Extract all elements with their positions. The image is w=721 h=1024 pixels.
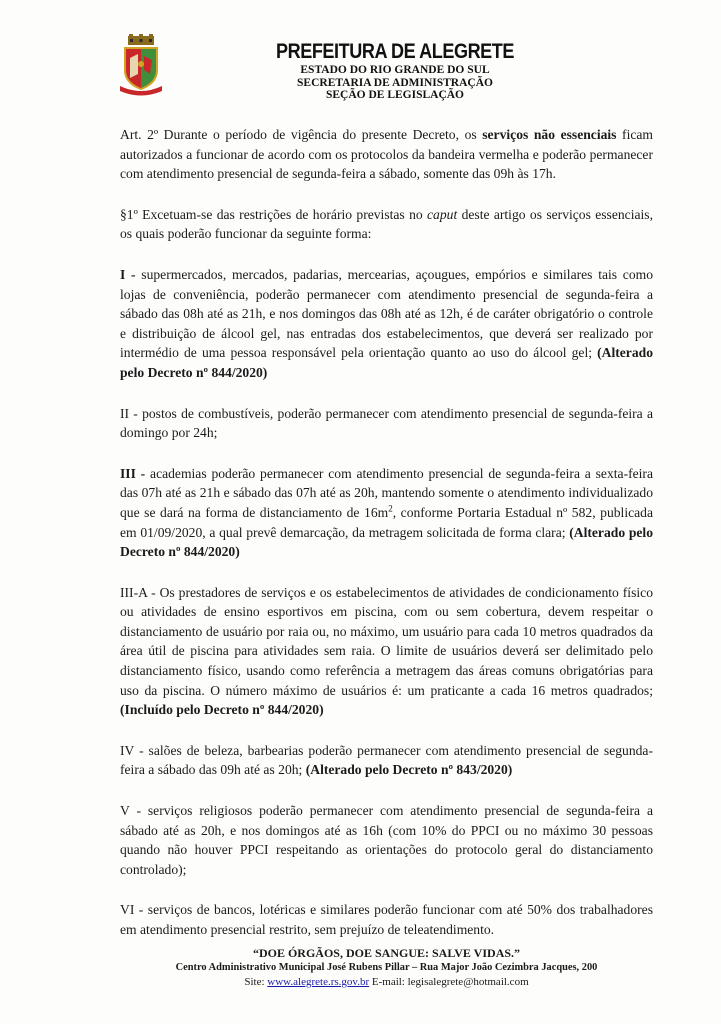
paragraph-text: academias poderão permanecer com atendimento presencial de segunda-feira a sexta-feira das 07h até as 21h e sábado das 07h até as 20h, mantendo somente o atendimento individualizado que se dará na forma de distanciamento de 16m xyxy=(120,465,653,520)
document-body xyxy=(120,125,653,961)
letterhead xyxy=(230,40,560,102)
footer xyxy=(120,946,653,989)
superscript: 2 xyxy=(388,503,393,514)
letterhead-title: PREFEITURA DE ALEGRETE xyxy=(275,40,515,63)
paragraph-text: , conforme Portaria Estadual nº 582, publicada em 01/09/2020, a qual prevê demarcação, da metragem solicitada de forma clara; xyxy=(120,504,653,540)
italic-term: caput xyxy=(427,206,458,222)
paragraph-text: IV - salões de beleza, barbearias poderão permanecer com atendimento presencial de segunda-feira a sábado das 09h até as 20h; xyxy=(120,742,653,778)
paragraph-item-v xyxy=(120,801,653,879)
footer-contact xyxy=(120,975,653,989)
paragraph-item-iii xyxy=(120,464,653,562)
amendment-note: (Alterado pelo Decreto nº 843/2020) xyxy=(305,762,513,778)
paragraph-text: ficam autorizados a funcionar de acordo com os protocolos da bandeira vermelha e poderão permanecer com atendimento presencial de segunda-feira a sábado, somente das 09h às 17h. xyxy=(120,127,654,182)
footer-address: Centro Administrativo Municipal José Rubens Pillar – Rua Major João Cezimbra Jacques, 200 xyxy=(175,962,598,973)
paragraph-item-vi xyxy=(120,900,653,939)
paragraph-text: Art. 2º Durante o período de vigência do presente Decreto, os xyxy=(120,127,483,142)
paragraph-art2 xyxy=(120,125,653,184)
municipal-crest-icon xyxy=(118,34,164,96)
paragraph-text: §1º Excetuam-se das restrições de horário previstas no xyxy=(120,206,428,222)
paragraph-text: supermercados, mercados, padarias, mercearias, açougues, empórios e similares tais como lojas de conveniência, poderão permanecer com atendimento presencial de segunda-feira a sábado das 08h até as 21h, e nos domingos das 08h até as 12h, é de caráter obrigatório o controle e distribuição de álcool gel, nas entradas dos estabelecimentos, que deverá ser realizado por intermédio de uma pessoa responsável pela orientação quanto ao uso do álcool gel; xyxy=(120,266,654,361)
paragraph-text: VI - serviços de bancos, lotéricas e similares poderão funcionar com até 50% dos trabalhadores em atendimento presencial restrito, sem prejuízo de teleatendimento. xyxy=(120,902,653,937)
site-link[interactable]: www.alegrete.rs.gov.br xyxy=(267,976,370,988)
item-label: III - xyxy=(120,465,146,481)
paragraph-item-ii xyxy=(120,404,653,443)
amendment-note: (Alterado pelo Decreto nº 844/2020) xyxy=(120,345,653,380)
paragraph-item-iv xyxy=(120,741,653,780)
paragraph-s1 xyxy=(120,205,653,244)
amendment-note: (Alterado pelo Decreto nº 844/2020) xyxy=(120,524,654,560)
paragraph-text: III-A - Os prestadores de serviços e os estabelecimentos de atividades de condicionamento físico ou atividades de ensino esportivos em piscina, com ou sem cobertura, devem respeitar o distanciamento de usuário por raia ou, no máximo, um usuário para cada 10 metros quadrados da área útil de piscina para atividades sem raia. O limite de usuários deverá ser delimitado pelo distanciamento físico, usando como referência a metragem das áreas comuns obrigatórias para uso da piscina. O número máximo de usuários é: um praticante a cada 16 metros quadrados; xyxy=(120,584,653,698)
item-label: I - xyxy=(120,266,136,282)
amendment-note: (Incluído pelo Decreto nº 844/2020) xyxy=(120,702,324,718)
paragraph-item-iii-a xyxy=(120,583,653,720)
paragraph-item-i xyxy=(120,265,653,383)
paragraph-text: II - postos de combustíveis, poderão permanecer com atendimento presencial de segunda-feira a domingo por 24h; xyxy=(120,405,653,441)
footer-slogan: “DOE ÓRGÃOS, DOE SANGUE: SALVE VIDAS.” xyxy=(252,946,521,960)
letterhead-state: ESTADO DO RIO GRANDE DO SUL xyxy=(300,64,490,76)
letterhead-secretariat: SECRETARIA DE ADMINISTRAÇÃO xyxy=(297,76,493,89)
email-text: E-mail: legisalegrete@hotmail.com xyxy=(369,976,529,988)
site-label: Site: xyxy=(244,976,268,988)
paragraph-text: deste artigo os serviços essenciais, os quais poderão funcionar da seguinte forma: xyxy=(120,206,653,242)
letterhead-section: SEÇÃO DE LEGISLAÇÃO xyxy=(325,89,465,101)
bold-phrase: serviços não essenciais xyxy=(482,127,617,142)
paragraph-text: V - serviços religiosos poderão permanecer com atendimento presencial de segunda-feira a sábado até as 20h, e nos domingos até as 16h (com 10% do PPCI ou no máximo 30 pessoas quando não houver PPCI respeitando as orientações do protocolo geral do distanciamento controlado); xyxy=(120,803,653,877)
